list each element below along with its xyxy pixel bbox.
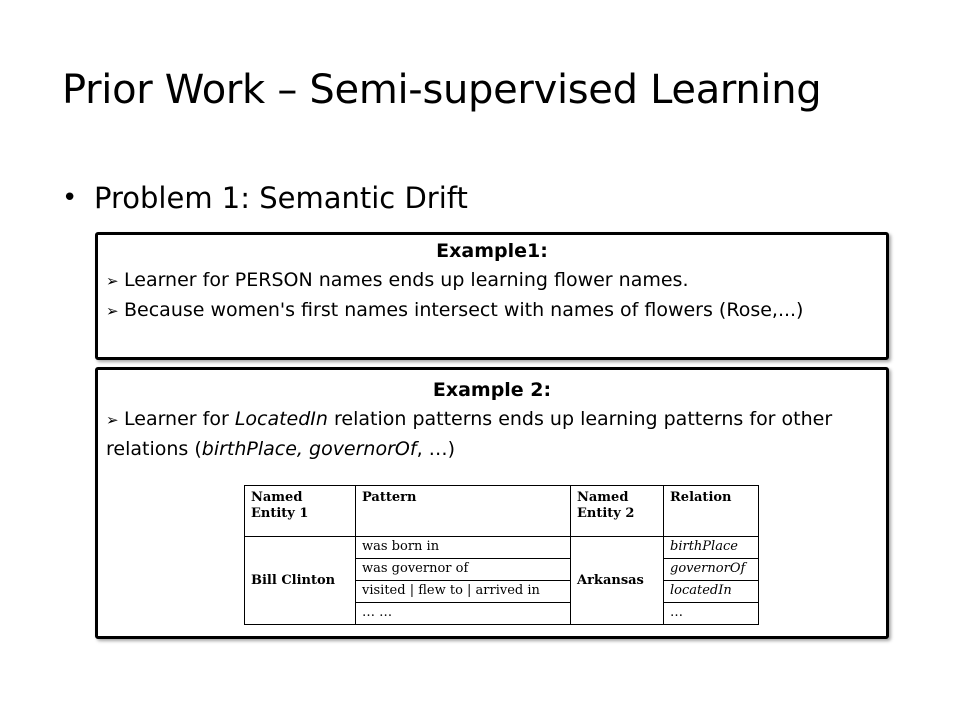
example2-relations: birthPlace, governorOf xyxy=(201,438,417,460)
relation-cell: locatedIn xyxy=(664,581,759,603)
arrow-bullet-icon: ➢ xyxy=(106,272,119,290)
relation-cell: … xyxy=(664,603,759,625)
slide-title: Prior Work – Semi-supervised Learning xyxy=(62,67,822,113)
table-row xyxy=(245,537,759,559)
relation-table xyxy=(244,485,759,625)
pattern-cell: was born in xyxy=(356,537,571,559)
arrow-bullet-icon: ➢ xyxy=(106,302,119,320)
bullet-text: Problem 1: Semantic Drift xyxy=(94,181,468,215)
entity1-cell: Bill Clinton xyxy=(245,537,356,625)
example2-text-end: , …) xyxy=(416,438,456,460)
table-header-row xyxy=(245,486,759,537)
example1-heading: Example1: xyxy=(436,240,548,262)
pattern-cell: visited | flew to | arrived in xyxy=(356,581,571,603)
pattern-cell: was governor of xyxy=(356,559,571,581)
bullet-dot-icon: • xyxy=(62,183,78,213)
header-relation: Relation xyxy=(664,486,759,537)
header-pattern: Pattern xyxy=(356,486,571,537)
example2-line xyxy=(106,405,878,464)
pattern-cell: … … xyxy=(356,603,571,625)
example1-line1-text: Learner for PERSON names ends up learning flower names. xyxy=(124,269,689,291)
example2-text-middle: relation patterns ends up learning patterns for other relations ( xyxy=(106,408,833,460)
example1-line2-text: Because women's first names intersect with names of flowers (Rose,...) xyxy=(124,299,804,321)
example1-line2 xyxy=(106,296,878,326)
header-named-entity-1: Named Entity 1 xyxy=(245,486,356,537)
example2-box xyxy=(95,367,889,639)
relation-cell: governorOf xyxy=(664,559,759,581)
example2-text-before: Learner for xyxy=(124,408,235,430)
example2-heading: Example 2: xyxy=(432,379,552,401)
entity2-cell: Arkansas xyxy=(571,537,664,625)
example2-located-in: LocatedIn xyxy=(234,408,328,430)
header-named-entity-2: Named Entity 2 xyxy=(571,486,664,537)
example1-line1 xyxy=(106,266,878,296)
relation-cell: birthPlace xyxy=(664,537,759,559)
example1-box xyxy=(95,232,889,360)
arrow-bullet-icon: ➢ xyxy=(106,411,119,429)
